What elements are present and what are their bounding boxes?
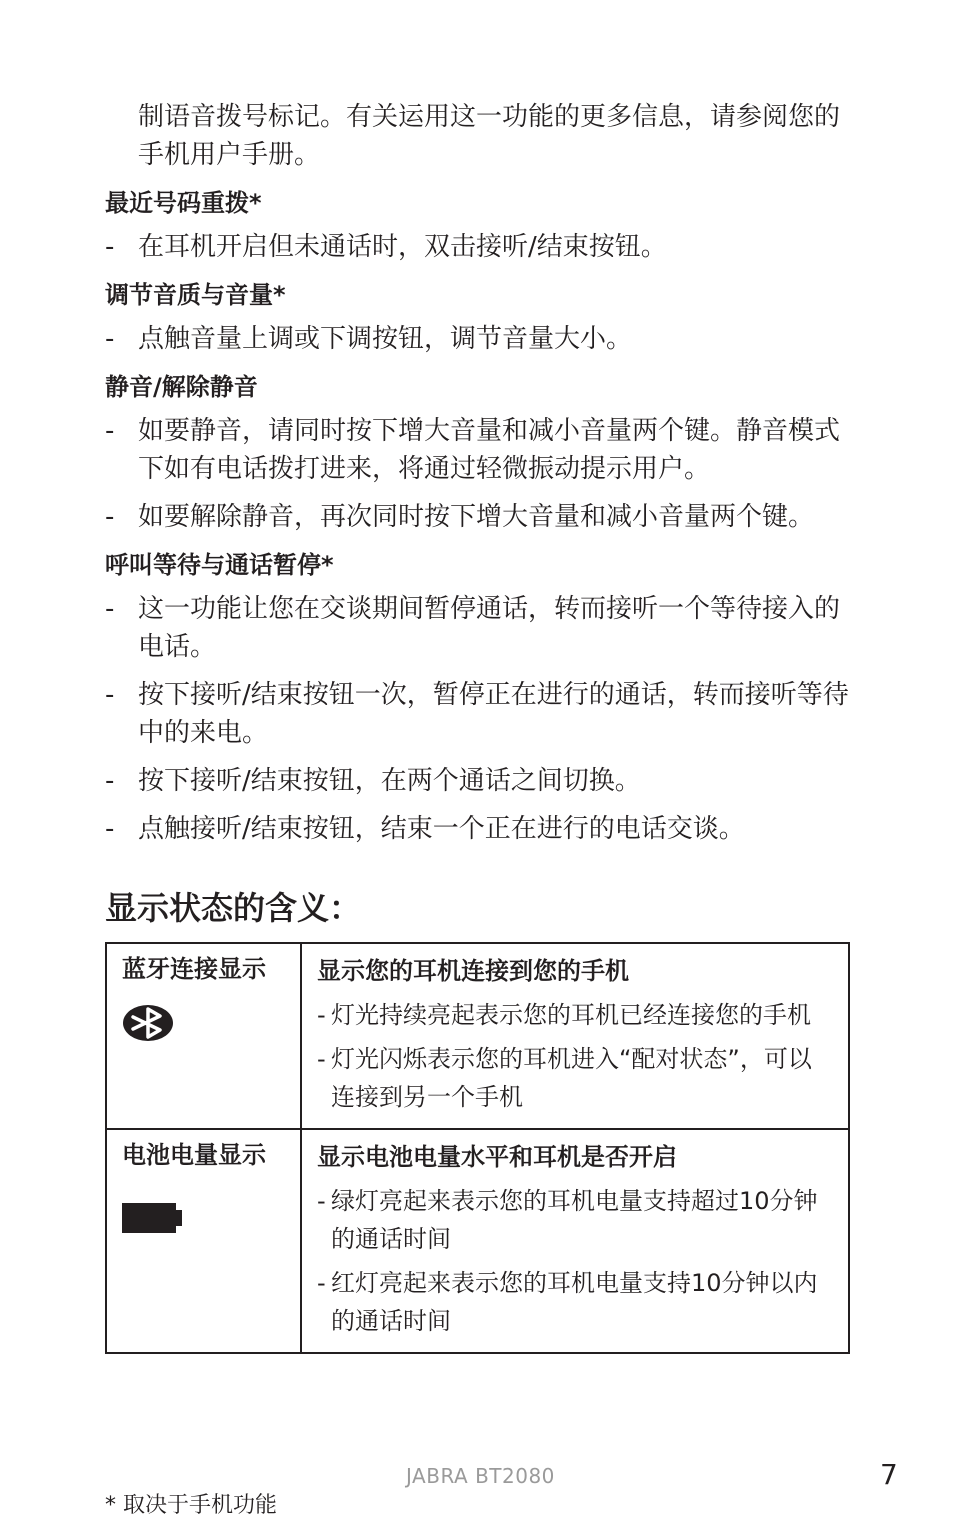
status-label: 电池电量显示 [122, 1141, 266, 1169]
bullet-dash: - [105, 502, 115, 532]
main-content [105, 98, 850, 1354]
list-item [105, 228, 850, 266]
bullet-dash: - [105, 680, 115, 710]
status-label-cell [106, 943, 301, 1129]
footnote: * 取决于手机功能 [105, 1493, 277, 1518]
section-heading: 调节音质与音量* [105, 281, 286, 309]
section-heading: 静音/解除静音 [105, 373, 258, 401]
bullet-dash: - [317, 1045, 326, 1073]
list-item-text: 灯光闪烁表示您的耳机进入“配对状态”，可以连接到另一个手机 [331, 1045, 812, 1111]
status-label: 蓝牙连接显示 [122, 955, 266, 983]
footer-brand: JABRA BT2080 [406, 1464, 555, 1488]
list-item [317, 1040, 830, 1116]
bullet-dash: - [105, 766, 115, 796]
list-item-text: 红灯亮起来表示您的耳机电量支持10分钟以内的通话时间 [331, 1269, 818, 1335]
bullet-dash: - [105, 232, 115, 262]
table-row [106, 943, 849, 1129]
status-description-title: 显示您的耳机连接到您的手机 [317, 957, 629, 985]
table-row [106, 1129, 849, 1353]
bullet-dash: - [105, 324, 115, 354]
list-item-text: 在耳机开启但未通话时，双击接听/结束按钮。 [138, 232, 667, 262]
list-item-text: 点触接听/结束按钮，结束一个正在进行的电话交谈。 [138, 814, 745, 844]
list-item-text: 绿灯亮起来表示您的耳机电量支持超过10分钟的通话时间 [331, 1187, 818, 1253]
status-description-title: 显示电池电量水平和耳机是否开启 [317, 1143, 677, 1171]
bullet-dash: - [105, 814, 115, 844]
list-item [105, 320, 850, 358]
section-heading: 呼叫等待与通话暂停* [105, 551, 334, 579]
intro-paragraph: 制语音拨号标记。有关运用这一功能的更多信息，请参阅您的手机用户手册。 [138, 102, 841, 170]
list-item [105, 810, 850, 848]
list-item [105, 498, 850, 536]
battery-icon [122, 1200, 184, 1236]
list-item [105, 676, 850, 752]
list-item-text: 如要解除静音，再次同时按下增大音量和减小音量两个键。 [138, 502, 815, 532]
bullet-dash: - [317, 1001, 326, 1029]
list-item-text: 这一功能让您在交谈期间暂停通话，转而接听一个等待接入的电话。 [138, 594, 841, 662]
bluetooth-icon [122, 1004, 174, 1042]
bullet-dash: - [105, 594, 115, 624]
status-description-cell [301, 943, 849, 1129]
bullet-dash: - [317, 1187, 326, 1215]
list-item [317, 1264, 830, 1340]
list-item [105, 762, 850, 800]
status-description-cell [301, 1129, 849, 1353]
list-item [105, 590, 850, 666]
bullet-dash: - [105, 416, 115, 446]
list-item-text: 按下接听/结束按钮一次，暂停正在进行的通话，转而接听等待中的来电。 [138, 680, 849, 748]
list-item-text: 按下接听/结束按钮，在两个通话之间切换。 [138, 766, 641, 796]
list-item-text: 如要静音，请同时按下增大音量和减小音量两个键。静音模式下如有电话拨打进来，将通过轻微振动提示用户。 [138, 416, 841, 484]
list-item-text: 点触音量上调或下调按钮，调节音量大小。 [138, 324, 633, 354]
bullet-dash: - [317, 1269, 326, 1297]
page-number: 7 [880, 1458, 898, 1491]
status-table [105, 942, 850, 1354]
section-heading: 最近号码重拨* [105, 189, 262, 217]
list-item [317, 996, 830, 1034]
status-section-title: 显示状态的含义： [105, 889, 362, 927]
list-item-text: 灯光持续亮起表示您的耳机已经连接您的手机 [331, 1001, 811, 1029]
status-label-cell [106, 1129, 301, 1353]
list-item [105, 412, 850, 488]
list-item [317, 1182, 830, 1258]
